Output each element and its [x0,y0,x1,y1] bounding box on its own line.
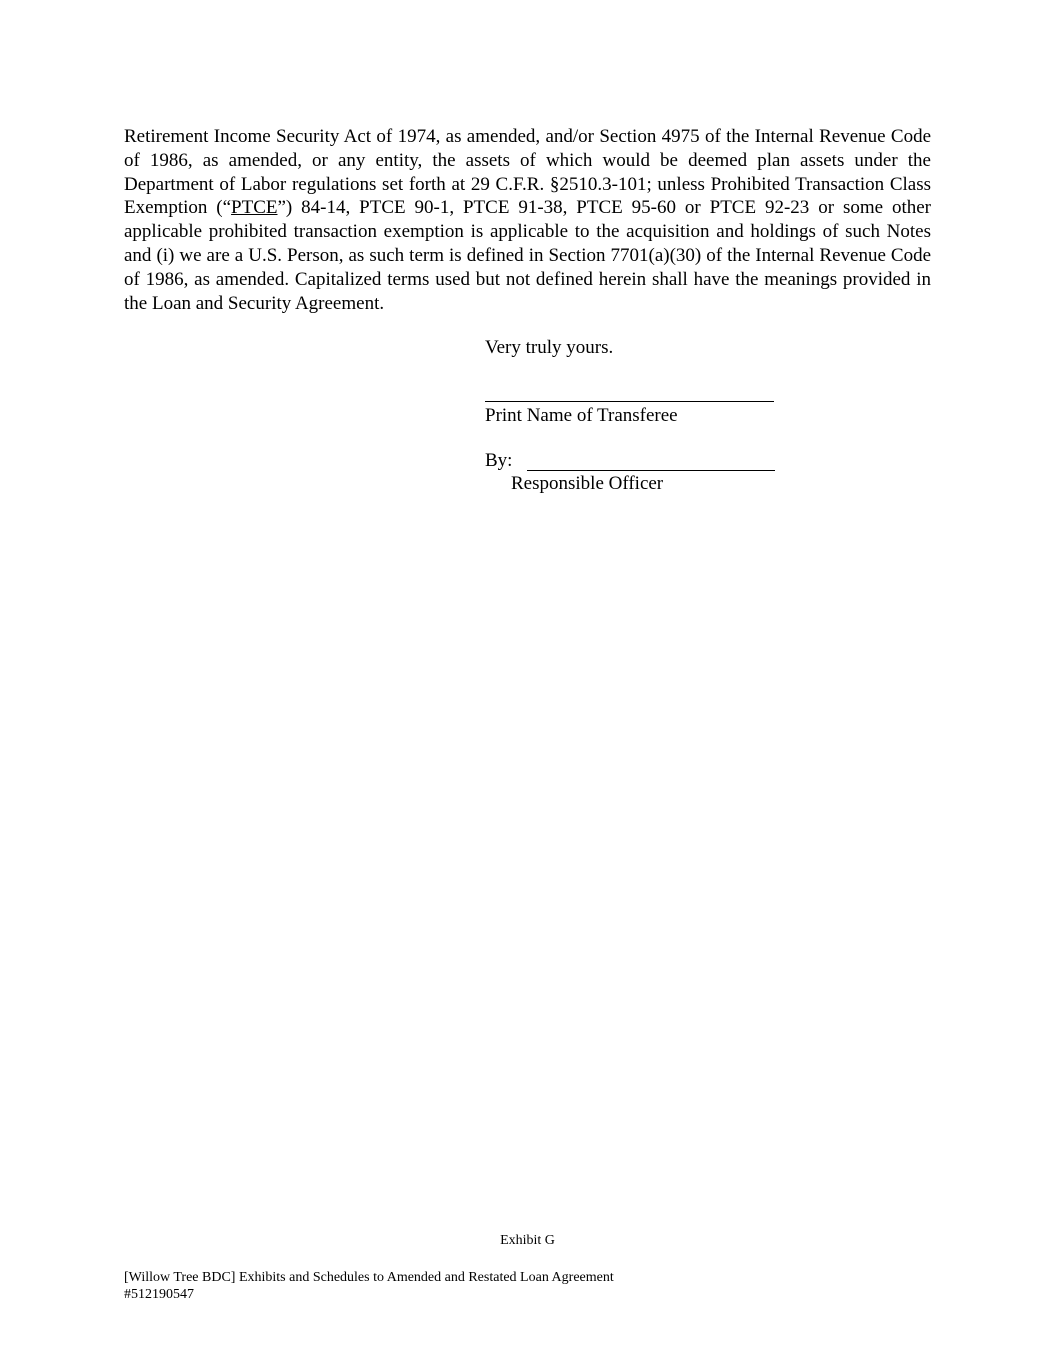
paragraph-text-part1: Retirement Income Security Act of 1974, as amended, and/or Section 4975 of the Internal Revenue Code of 1986, as amended, or any entity, the assets of which would be deemed plan assets under the Department of Labor regulations set forth at 29 C.F.R. §2510.3-101; unless Prohibited Transaction Class Exemption (“ [124,126,931,219]
exhibit-label: Exhibit G [500,1233,555,1248]
transferee-name-line [485,401,774,402]
signature-line [527,470,775,471]
body-paragraph [124,125,931,315]
by-label: By: [485,450,513,471]
defined-term-ptce: PTCE [231,197,278,219]
footer-doc-number: #512190547 [124,1287,194,1302]
print-name-label: Print Name of Transferee [485,405,678,426]
page-footer [124,1269,614,1303]
paragraph-text-part2: ”) 84-14, PTCE 90-1, PTCE 91-38, PTCE 95-60 or PTCE 92-23 or some other applicable prohibited transaction exemption is applicable to the acquisition and holdings of such Notes and (i) we are a U.S. Person, as such term is defined in Section 7701(a)(30) of the Internal Revenue Code of 1986, as amended. Capitalized terms used but not defined herein shall have the meanings provided in the Loan and Security Agreement. [124,197,931,314]
closing-salutation: Very truly yours. [485,337,614,358]
footer-title: [Willow Tree BDC] Exhibits and Schedules to Amended and Restated Loan Agreement [124,1270,614,1285]
responsible-officer-label: Responsible Officer [511,473,664,494]
